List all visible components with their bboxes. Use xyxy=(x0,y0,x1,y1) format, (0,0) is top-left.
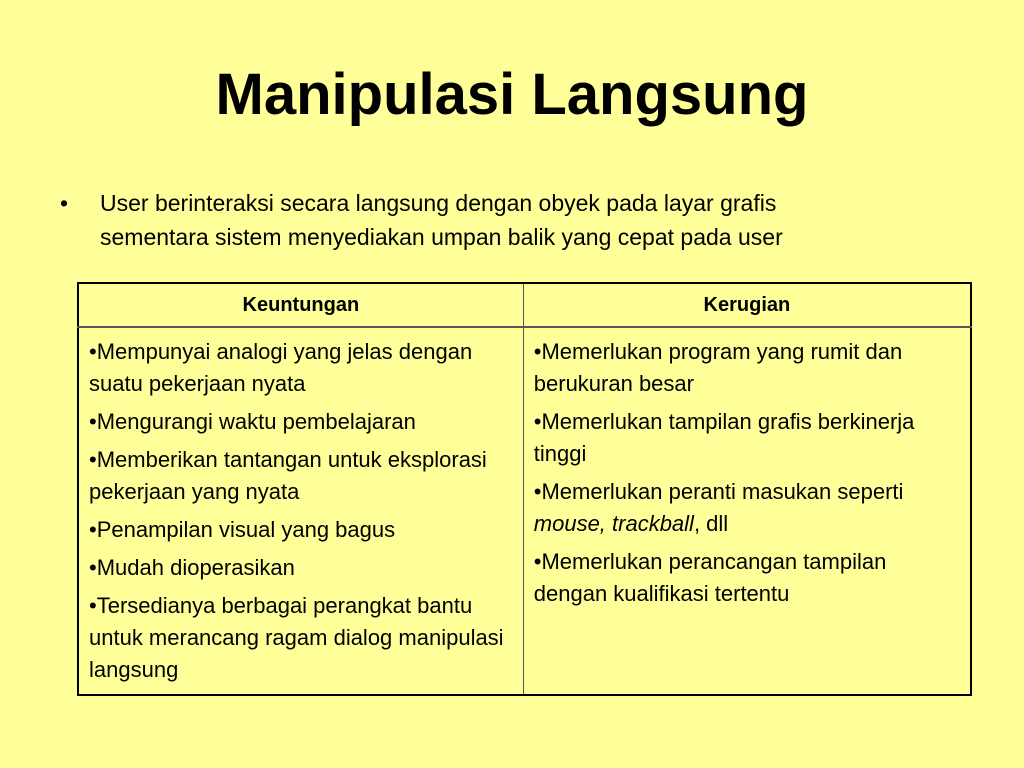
intro-bullet-line-1: User berinteraksi secara langsung dengan obyek pada layar grafis xyxy=(100,190,777,216)
kerugian-item: •Memerlukan perancangan tampilan dengan kualifikasi tertentu xyxy=(533,549,887,606)
comparison-table xyxy=(77,282,972,696)
kerugian-item: •Memerlukan program yang rumit dan berukuran besar xyxy=(533,339,903,396)
keuntungan-item: •Mudah dioperasikan xyxy=(89,555,295,580)
keuntungan-item: •Mempunyai analogi yang jelas dengan suatu pekerjaan nyata xyxy=(89,339,473,396)
keuntungan-item: •Memberikan tantangan untuk eksplorasi pekerjaan yang nyata xyxy=(89,447,487,504)
header-kerugian: Kerugian xyxy=(523,283,971,327)
intro-bullet-line-2: sementara sistem menyediakan umpan balik yang cepat pada user xyxy=(100,224,783,250)
keuntungan-item: •Tersedianya berbagai perangkat bantu untuk merancang ragam dialog manipulasi langsung xyxy=(89,593,504,682)
kerugian-item-prefix: •Memerlukan peranti masukan seperti xyxy=(533,479,904,504)
table-row xyxy=(78,327,971,695)
header-keuntungan: Keuntungan xyxy=(78,283,523,327)
kerugian-item-suffix: , dll xyxy=(693,511,729,536)
intro-bullet-text xyxy=(100,186,980,254)
keuntungan-item: •Penampilan visual yang bagus xyxy=(89,517,396,542)
kerugian-item-italic: mouse, trackball xyxy=(533,511,694,536)
keuntungan-cell xyxy=(78,327,523,695)
keuntungan-item: •Mengurangi waktu pembelajaran xyxy=(89,409,416,434)
kerugian-item: •Memerlukan tampilan grafis berkinerja tinggi xyxy=(533,409,915,466)
kerugian-item xyxy=(534,476,960,540)
table-header-row xyxy=(78,283,971,327)
bullet-marker: • xyxy=(60,190,69,216)
slide-title: Manipulasi Langsung xyxy=(215,62,809,127)
kerugian-cell xyxy=(523,327,971,695)
